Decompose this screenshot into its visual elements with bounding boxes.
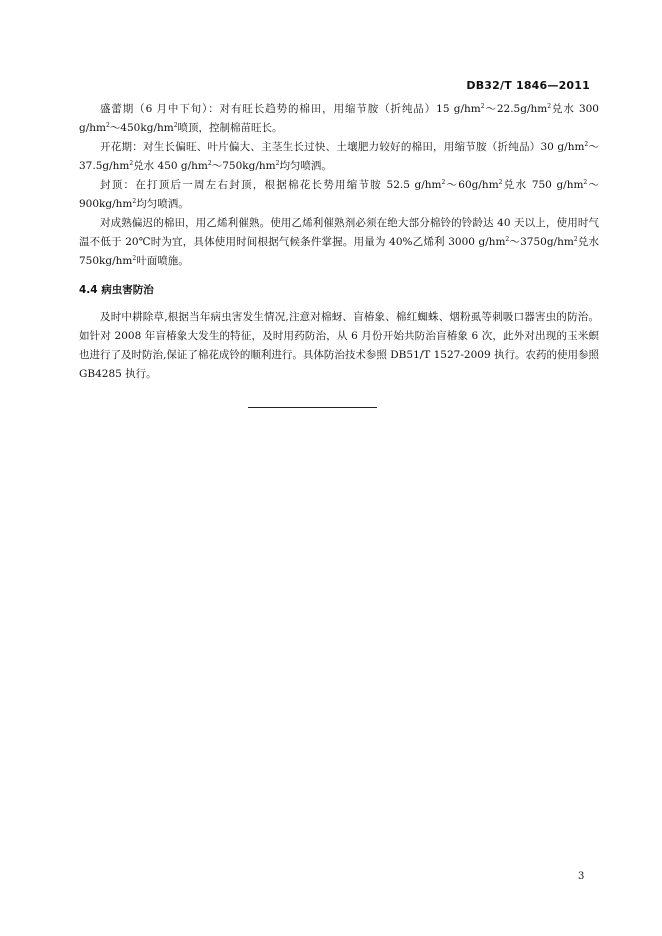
superscript: 2 <box>207 160 212 167</box>
page-number: 3 <box>578 871 585 882</box>
text-run: ～750kg/hm <box>211 160 276 172</box>
superscript: 2 <box>498 179 503 186</box>
text-run: ～900kg/hm <box>79 179 599 210</box>
page-content <box>79 100 599 384</box>
superscript: 2 <box>275 160 280 167</box>
text-run: 对成熟偏迟的棉田，用乙烯利催熟。使用乙烯利催熟剂必须在绝大部分棉铃的铃龄达 40 天以上，使用时气温不低于 20℃时为宜，具体使用时间根据气候条件掌握。用量为 40%乙烯利 3000 g/hm <box>79 217 599 248</box>
paragraph-flowering-stage <box>79 138 599 176</box>
text-run: 兑水 300 g/hm <box>79 103 599 134</box>
superscript: 2 <box>584 141 589 148</box>
superscript: 2 <box>583 179 588 186</box>
text-run: 兑水 450 g/hm <box>133 160 208 172</box>
superscript: 2 <box>129 160 134 167</box>
superscript: 2 <box>573 236 578 243</box>
text-run: 开花期：对生长偏旺、叶片偏大、主茎生长过快、土壤肥力较好的棉田，用缩节胺（折纯品）30 g/hm <box>100 141 585 153</box>
paragraph-pest-control: 及时中耕除草,根据当年病虫害发生情况,注意对棉蚜、盲椿象、棉红蜘蛛、烟粉虱等刺吸口器害虫的防治。如针对 2008 年盲椿象大发生的特征，及时用药防治，从 6 月份开始共防治盲椿象 6 次，此外对出现的玉米螟也进行了及时防治,保证了棉花成铃的顺利进行。具体防治技术参照 DB51/T 1527-2009 执行。农药的使用参照 GB4285 执行。 <box>79 311 599 380</box>
superscript: 2 <box>173 122 178 129</box>
superscript: 2 <box>441 179 446 186</box>
paragraph-budding-stage <box>79 100 599 138</box>
text-run: ～22.5g/hm <box>484 103 548 115</box>
paragraph-topping <box>79 176 599 214</box>
text-run: 喷顶，控制棉苗旺长。 <box>177 122 283 134</box>
superscript: 2 <box>105 122 110 129</box>
text-run: 盛蕾期（6 月中下旬）：对有旺长趋势的棉田，用缩节胺（折纯品）15 g/hm <box>100 103 481 115</box>
text-run: ～450kg/hm <box>109 122 174 134</box>
superscript: 2 <box>505 236 510 243</box>
text-run: 叶面喷施。 <box>136 255 189 267</box>
end-rule-divider <box>248 407 377 408</box>
text-run: 兑水 750kg/hm <box>79 236 599 267</box>
text-run: 封顶：在打顶后一周左右封顶，根据棉花长势用缩节胺 52.5 g/hm <box>100 179 442 191</box>
document-code: DB32/T 1846—2011 <box>466 79 590 92</box>
superscript: 2 <box>480 103 485 110</box>
superscript: 2 <box>132 255 137 262</box>
text-run: 均匀喷洒。 <box>279 160 332 172</box>
superscript: 2 <box>547 103 552 110</box>
text-run: ～37.5g/hm <box>79 141 599 172</box>
paragraph-ripening <box>79 214 599 271</box>
section-heading: 4.4 病虫害防治 <box>79 284 154 296</box>
superscript: 2 <box>132 198 137 205</box>
text-run: 均匀喷洒。 <box>136 198 189 210</box>
text-run: ～3750g/hm <box>509 236 574 248</box>
text-run: 兑水 750 g/hm <box>502 179 584 191</box>
text-run: ～60g/hm <box>445 179 499 191</box>
